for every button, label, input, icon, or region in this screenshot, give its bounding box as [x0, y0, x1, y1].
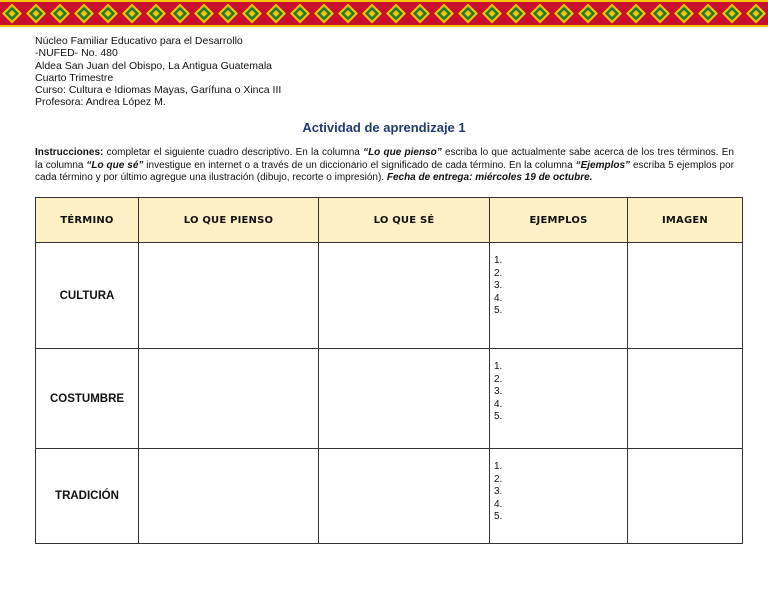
instructions-text-2: escriba lo que actualmente sabe acerca de los tres términos. En la columna	[35, 147, 734, 171]
column-ref-lo-que-pienso: “Lo que pienso”	[363, 147, 442, 158]
lo-que-se-cell[interactable]	[319, 243, 490, 349]
example-number: 1.	[494, 255, 503, 266]
example-number: 5.	[494, 411, 503, 422]
instructions-label: Instrucciones:	[35, 147, 104, 158]
school-address: Aldea San Juan del Obispo, La Antigua Guatemala	[35, 59, 272, 72]
activity-table	[35, 197, 743, 544]
ejemplos-cell[interactable]	[490, 243, 628, 349]
examples-list	[490, 449, 627, 524]
imagen-cell[interactable]	[628, 243, 743, 349]
example-number: 4.	[494, 292, 503, 304]
header-lo-que-pienso: LO QUE PIENSO	[139, 198, 319, 243]
header-termino: TÉRMINO	[36, 198, 139, 243]
example-number: 2.	[494, 373, 503, 385]
term-cell: CULTURA	[36, 243, 139, 349]
instructions-text-1: completar el siguiente cuadro descriptivo. En la columna	[103, 147, 364, 158]
school-info	[35, 35, 281, 109]
instructions-text-4: escriba 5 ejemplos por cada término y por último agregue una ilustración (dibujo, recorte o impresión).	[35, 159, 734, 184]
school-code: -NUFED- No. 480	[35, 47, 118, 60]
school-name: Núcleo Familiar Educativo para el Desarrollo	[35, 35, 243, 47]
table-header-row	[36, 198, 743, 243]
example-number: 3.	[494, 486, 503, 497]
lo-que-se-cell[interactable]	[319, 349, 490, 449]
due-date: Fecha de entrega: miércoles 19 de octubre.	[386, 172, 593, 184]
example-number: 5.	[494, 305, 503, 316]
column-ref-ejemplos: “Ejemplos”	[575, 159, 631, 171]
teacher: Profesora: Andrea López M.	[35, 96, 166, 109]
instructions	[35, 147, 734, 185]
table-row	[36, 243, 743, 349]
imagen-cell[interactable]	[628, 349, 743, 449]
lo-que-pienso-cell[interactable]	[139, 449, 319, 544]
example-number: 2.	[494, 473, 503, 485]
example-number: 4.	[494, 498, 503, 510]
instructions-text-3: investigue en internet o a través de un diccionario el significado de cada término. En la columna	[143, 159, 576, 171]
decorative-banner	[0, 0, 768, 27]
lo-que-pienso-cell[interactable]	[139, 243, 319, 349]
example-number: 5.	[494, 511, 503, 522]
example-number: 1.	[494, 361, 503, 372]
header-ejemplos: EJEMPLOS	[490, 198, 628, 243]
example-number: 1.	[494, 461, 503, 472]
term-cell: TRADICIÓN	[36, 449, 139, 544]
examples-list	[490, 349, 627, 424]
example-number: 3.	[494, 280, 503, 291]
table-row	[36, 349, 743, 449]
course: Curso: Cultura e Idiomas Mayas, Garífuna o Xinca III	[35, 84, 282, 97]
term-cell: COSTUMBRE	[36, 349, 139, 449]
banner-pattern	[0, 0, 768, 27]
table-row	[36, 449, 743, 544]
page-title: Actividad de aprendizaje 1	[302, 120, 466, 135]
header-imagen: IMAGEN	[628, 198, 743, 243]
example-number: 3.	[494, 386, 503, 397]
lo-que-pienso-cell[interactable]	[139, 349, 319, 449]
example-number: 4.	[494, 398, 503, 410]
column-ref-lo-que-se: “Lo que sé”	[86, 159, 144, 171]
ejemplos-cell[interactable]	[490, 449, 628, 544]
ejemplos-cell[interactable]	[490, 349, 628, 449]
trimester: Cuarto Trimestre	[35, 71, 114, 84]
examples-list	[490, 243, 627, 318]
imagen-cell[interactable]	[628, 449, 743, 544]
example-number: 2.	[494, 267, 503, 279]
lo-que-se-cell[interactable]	[319, 449, 490, 544]
header-lo-que-se: LO QUE SÉ	[319, 198, 490, 243]
